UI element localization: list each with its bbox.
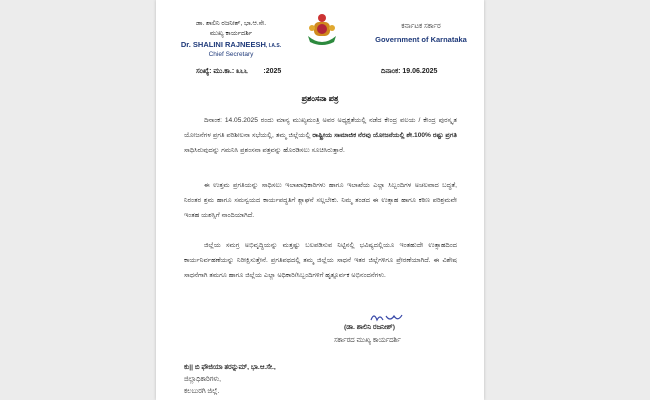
header-kn-title: ಮುಖ್ಯ ಕಾರ್ಯದರ್ಶಿ: [209, 30, 253, 37]
letter-title: ಪ್ರಶಂಸನಾ ಪತ್ರ: [301, 94, 339, 103]
en-name: Dr. SHALINI RAJNEESH: [180, 40, 266, 49]
karnataka-emblem-icon: [304, 12, 340, 48]
signatory-title: ಸರ್ಕಾರದ ಮುಖ್ಯ ಕಾರ್ಯದರ್ಶಿ: [334, 337, 401, 344]
reference-number: ಸಂಖ್ಯೆ: ಮು.ಕಾ.: ೩೬೬ :2025: [196, 68, 282, 75]
p3-text: ಜಿಲ್ಲೆಯ ಸಮಗ್ರ ಅಭಿವೃದ್ಧಿಯನ್ನು ಮತ್ತಷ್ಟು ಬಲಪಡಿಸುವ ನಿಟ್ಟಿನಲ್ಲಿ ಭವಿಷ್ಯದಲ್ಲಿಯೂ ಇಂತಹುದೇ ಉತ್ಸಾಹದಿಂದ ಕಾರ್ಯನಿರ್ವಹಣೆಯನ್ನು ನಿರೀಕ್ಷಿಸುತ್ತೇನೆ. ಪ್ರಗತಿಪಥದಲ್ಲಿ ತಮ್ಮ ಜಿಲ್ಲೆಯ ಸಾಧನೆ ಇತರ ಜಿಲ್ಲೆಗಳಿಗೂ ಪ್ರೇರಣೆಯಾಗಿದೆ. ಈ ವಿಶೇಷ ಸಾಧನೆಗಾಗಿ ತಮಗೂ ಹಾಗೂ ಜಿಲ್ಲೆಯ ಎಲ್ಲಾ ಅಧಿಕಾರಿ/ಸಿಬ್ಬಂದಿಗಳಿಗೆ ಹೃತ್ಪೂರ್ವಕ ಅಭಿನಂದನೆಗಳು.: [184, 242, 457, 279]
p1-bold: ರಾಷ್ಟ್ರೀಯ ಸಾಮಾಜಿಕ ನೆರವು ಯೋಜನೆಯಲ್ಲಿ ಶೇ.100% ರಷ್ಟು ಪ್ರಗತಿ: [312, 132, 457, 139]
recipient-name: ಕು|| ಬಿ ಫೌಜಿಯಾ ತರನ್ನುಮ್, ಭಾ.ಆ.ಸೇ.,: [184, 364, 276, 371]
paragraph-3: [184, 238, 457, 283]
header-gov-kn: ಕರ್ನಾಟಕ ಸರ್ಕಾರ: [401, 23, 441, 30]
signatory-name: (ಡಾ. ಶಾಲಿನಿ ರಜನೀಶ್): [344, 324, 395, 331]
p2-text: ಈ ಉತ್ತಮ ಪ್ರಗತಿಯನ್ನು ಸಾಧಿಸಲು ಇಲಾಖಾಧಿಕಾರಿಗಳು ಹಾಗೂ ಇಲಾಖೆಯ ಎಲ್ಲಾ ಸಿಬ್ಬಂದಿಗಳ ಅಚಲವಾದ ಬದ್ಧತೆ, ನಿರಂತರ ಶ್ರಮ ಹಾಗೂ ಸಮನ್ವಯದ ಕಾರ್ಯಪದ್ಧತಿಗೆ ಶ್ಲಾಘನೆ ಸಲ್ಲಬೇಕು. ನಿಮ್ಮ ತಂಡದ ಈ ಉತ್ಸಾಹ ಹಾಗೂ ಕಠಿಣ ಪರಿಶ್ರಮವೇ ಇಂತಹ ಯಶಸ್ಸಿಗೆ ನಾಂದಿಯಾಗಿದೆ.: [184, 182, 457, 219]
recipient-title: ಜಿಲ್ಲಾಧಿಕಾರಿಗಳು,: [184, 376, 222, 383]
letter-page: [156, 0, 484, 400]
signature-mark: [368, 310, 408, 324]
letter-date: ದಿನಾಂಕ: 19.06.2025: [381, 68, 438, 75]
header-gov-en: Government of Karnataka: [375, 35, 467, 44]
en-suffix: , I.A.S.: [265, 43, 282, 49]
p1-text: ದಿನಾಂಕ: 14.05.2025 ರಂದು ಮಾನ್ಯ ಮುಖ್ಯಮಂತ್ರಿ ಅವರ ಅಧ್ಯಕ್ಷತೆಯಲ್ಲಿ ನಡೆದ ಕೇಂದ್ರ ವಲಯ / ಕೇಂದ್ರ ಪುರಸ್ಕೃತ ಯೋಜನೆಗಳ ಪ್ರಗತಿ ಪರಿಶೀಲನಾ ಸಭೆಯಲ್ಲಿ, ತಮ್ಮ ಜಿಲ್ಲೆಯಲ್ಲಿ: [184, 117, 457, 139]
p1-text-end: ಸಾಧಿಸಿರುವುದನ್ನು ಗಮನಿಸಿ ಪ್ರಶಂಸನಾ ಪತ್ರವನ್ನು ಹೊರಡಿಸಲು ಸೂಚಿಸಿರುತ್ತಾರೆ.: [184, 147, 345, 154]
header-en-title: Chief Secretary: [208, 51, 254, 58]
paragraph-2: [184, 178, 457, 223]
header-kn-name: ಡಾ. ಶಾಲಿನಿ ರಜನೀಶ್, ಭಾ.ಆ.ಸೇ.: [195, 20, 267, 27]
recipient-place: ಕಲಬುರಗಿ ಜಿಲ್ಲೆ.: [184, 388, 220, 395]
paragraph-1: [184, 113, 457, 158]
header-en-name: [156, 40, 306, 49]
